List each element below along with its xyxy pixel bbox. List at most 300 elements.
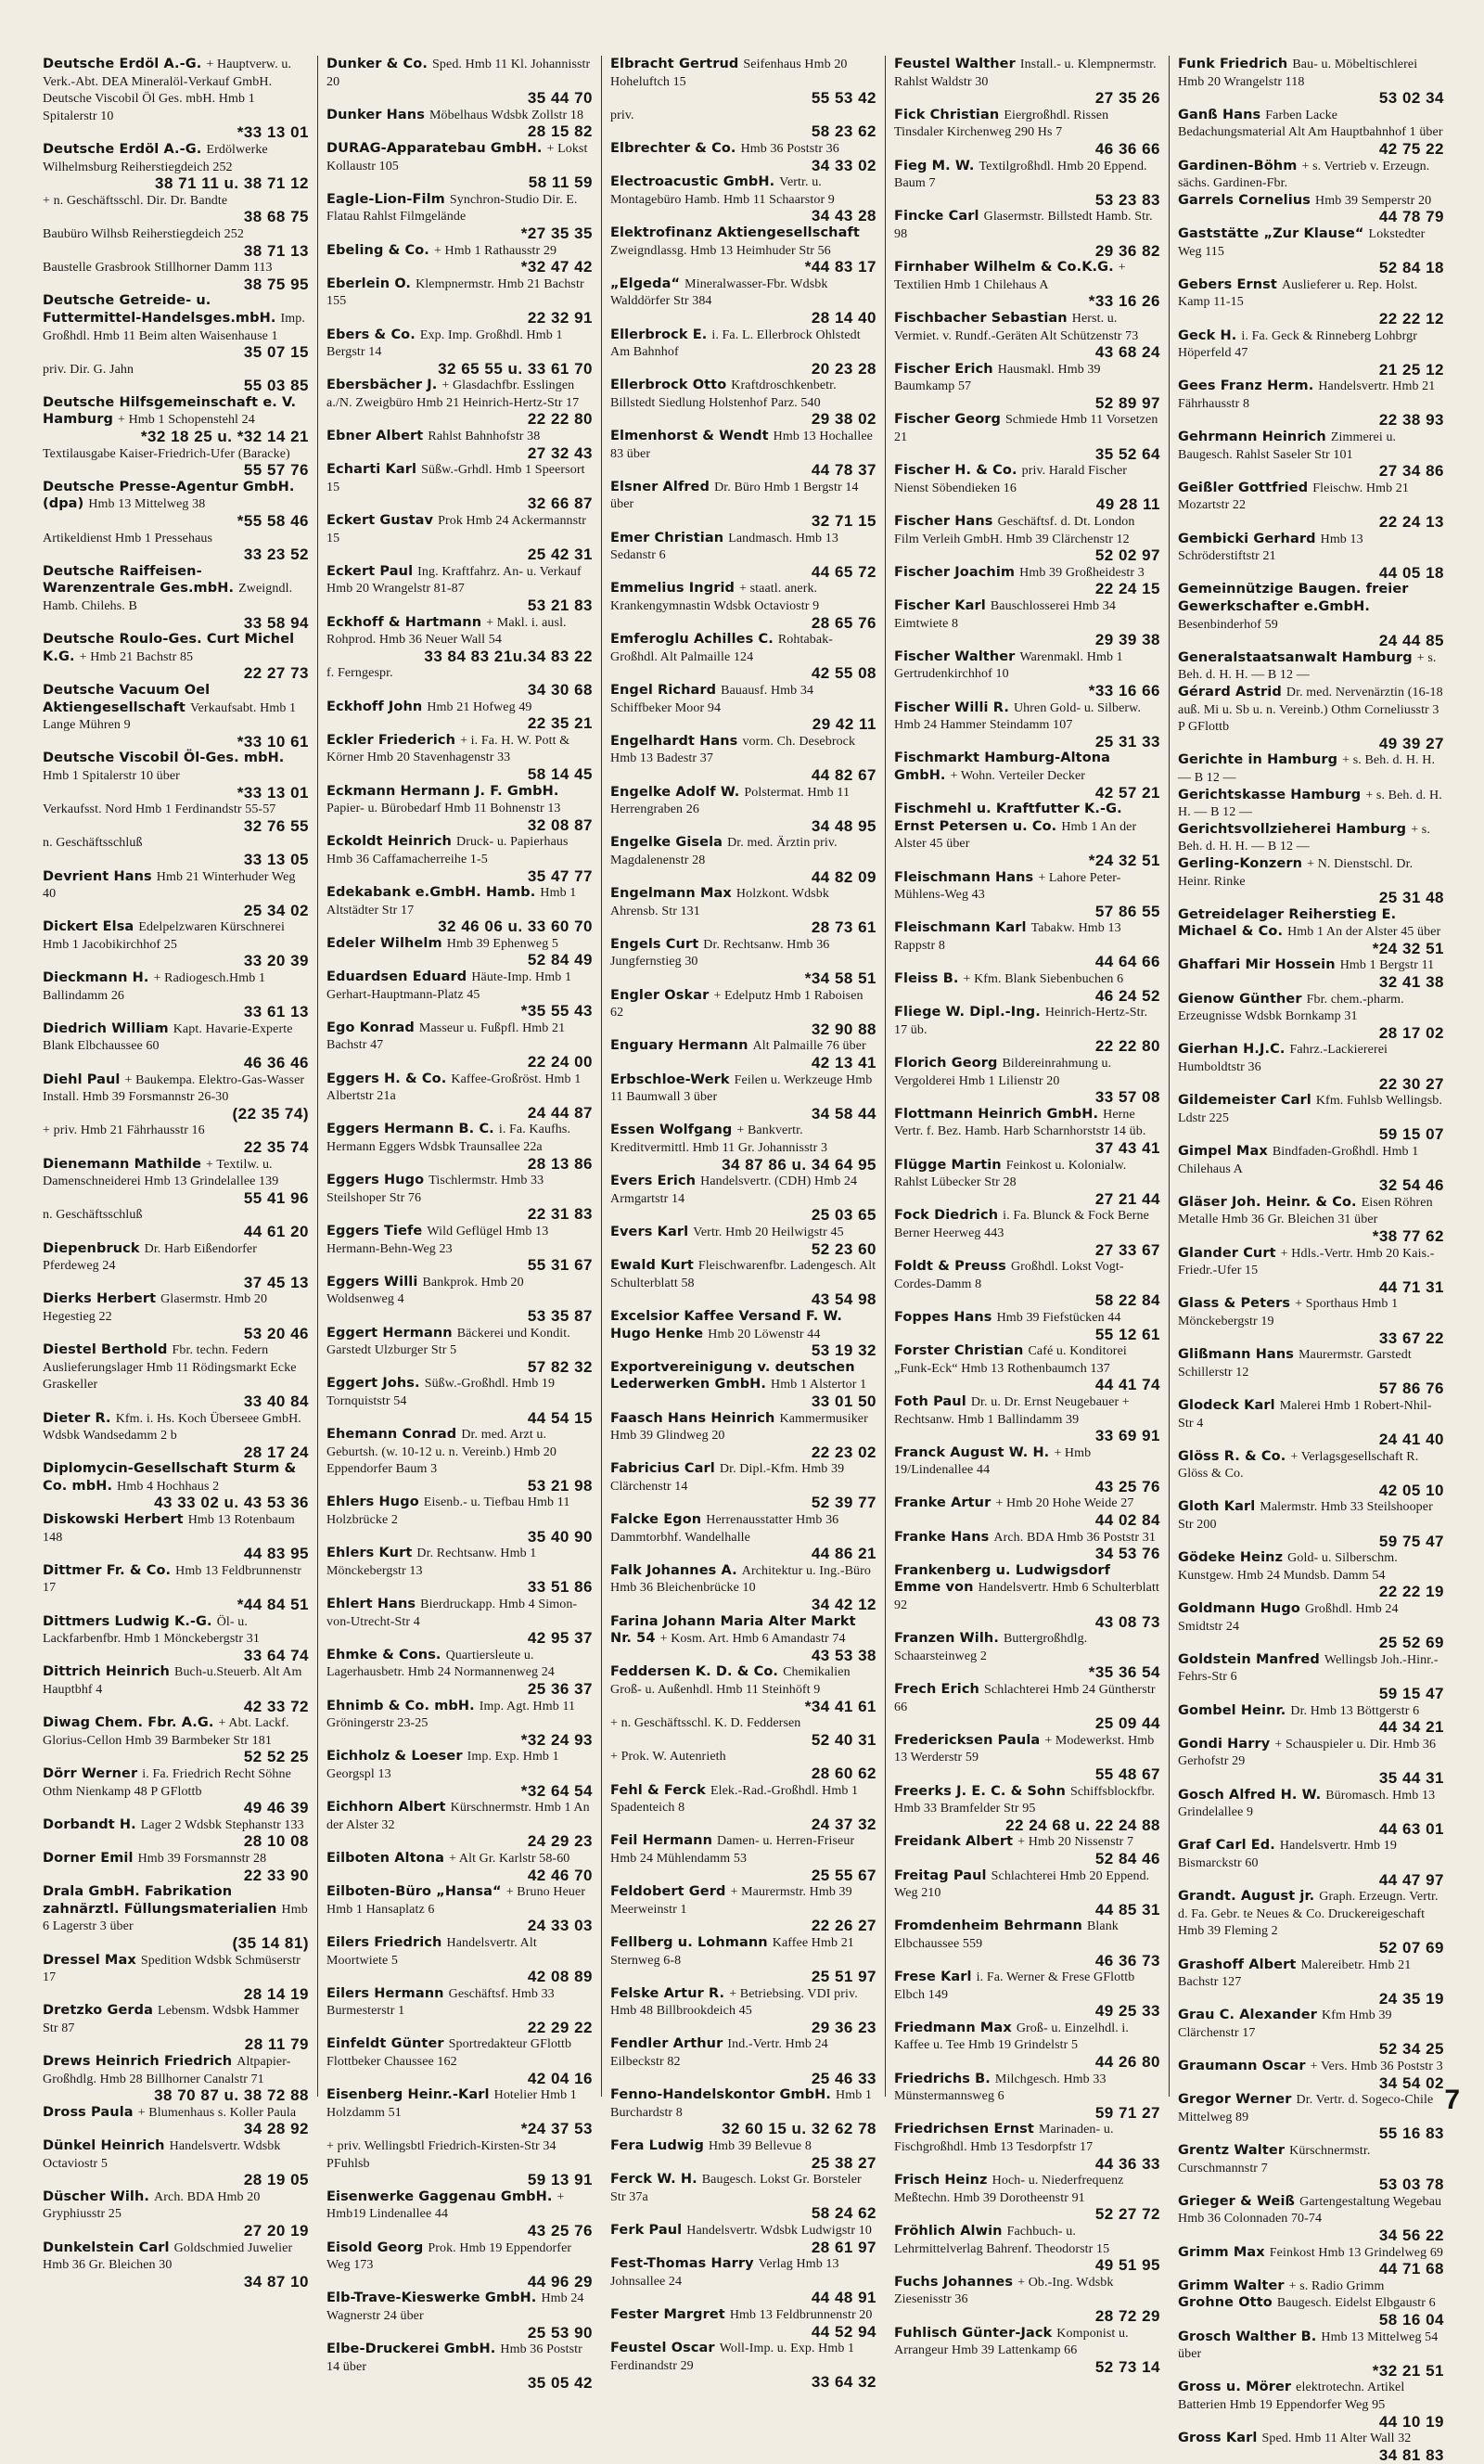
entry-phone: 52 84 49 <box>527 951 593 969</box>
entry-description: + Blumenhaus s. Koller Paula <box>137 2105 297 2120</box>
entry-name: Eilers Hermann <box>326 1985 444 2001</box>
directory-entry <box>43 750 309 801</box>
directory-entry <box>43 479 309 530</box>
entry-phone: 35 47 77 <box>527 866 593 885</box>
entry-phone: 28 17 24 <box>243 1443 309 1461</box>
directory-entry <box>610 733 876 784</box>
directory-column <box>1169 56 1452 2464</box>
entry-name: Eckoldt Heinrich <box>326 834 452 850</box>
directory-entry <box>43 2239 309 2291</box>
entry-description: Hmb 13 Feldbrunnenstr 17 <box>43 1563 302 1596</box>
entry-phone: 38 68 75 <box>243 208 309 226</box>
directory-entry <box>43 192 309 225</box>
entry-name: Diwag Chem. Fbr. A.G. <box>43 1715 214 1731</box>
directory-entry <box>894 1630 1160 1681</box>
entry-phone: 32 71 15 <box>811 512 876 531</box>
entry-phone: 35 44 70 <box>527 89 593 108</box>
directory-entry <box>1178 821 1444 855</box>
entry-name: Engelmann Max <box>610 886 732 902</box>
directory-entry <box>894 158 1160 209</box>
directory-entry <box>326 1223 593 1274</box>
entry-name: Fabricius Carl <box>610 1461 715 1477</box>
entry-description: Hmb 24 Wagnerstr 24 über <box>326 2291 584 2323</box>
entry-phone: 38 71 11 u. 38 71 12 <box>155 174 309 193</box>
entry-phone: 22 24 00 <box>527 1053 593 1072</box>
entry-description: Ind.-Vertr. Hmb 24 Eilbeckstr 82 <box>610 2037 828 2070</box>
entry-name: Friedrichs B. <box>894 2071 991 2086</box>
entry-phone: 34 58 44 <box>811 1104 876 1123</box>
entry-name: Fleischmann Hans <box>894 869 1034 885</box>
entry-description: Fbr. techn. Federn Auslieferungslager Hmb 11 Rödingsmarkt Ecke Graskeller <box>43 1343 297 1392</box>
directory-entry <box>326 2188 593 2239</box>
directory-entry <box>1178 531 1444 582</box>
directory-entry <box>894 411 1160 462</box>
directory-entry <box>894 801 1160 868</box>
entry-phone: 58 22 84 <box>1094 1291 1160 1310</box>
entry-phone: 52 39 77 <box>811 1494 876 1512</box>
directory-column <box>43 56 317 2291</box>
entry-phone: 49 46 39 <box>243 1799 309 1817</box>
entry-description: Hmb 39 Großheidestr 3 <box>1019 565 1145 580</box>
entry-description: Malereibetr. Hmb 21 Bachstr 127 <box>1178 1957 1412 1990</box>
entry-name: Diedrich William <box>43 1020 169 1036</box>
entry-description: Kürschnermstr. Curschmannstr 7 <box>1178 2144 1371 2175</box>
entry-phone: 25 46 33 <box>811 2069 876 2087</box>
directory-entry <box>1178 1397 1444 1448</box>
entry-phone: 44 48 91 <box>811 2289 876 2307</box>
entry-description: Fahrz.-Lackiererei Humboldtstr 36 <box>1178 1043 1388 1075</box>
directory-entry <box>894 919 1160 970</box>
directory-entry <box>894 2172 1160 2223</box>
directory-entry <box>43 2002 309 2053</box>
entry-name: Gödeke Heinz <box>1178 1550 1284 1566</box>
entry-description: + Hmb 20 Hohe Weide 27 <box>995 1496 1134 1511</box>
directory-entry <box>610 1511 876 1562</box>
entry-description: Uhren Gold- u. Silberw. Hmb 24 Hammer Steindamm 107 <box>894 700 1142 733</box>
entry-name: Deutsche Raiffeisen-Warenzentrale Ges.mbH. <box>43 563 235 597</box>
entry-description: + Bankvertr. Kreditvermittl. Hmb 11 Gr. Johannisstr 3 <box>610 1123 828 1155</box>
entry-description: Wild Geflügel Hmb 13 Hermann-Behn-Weg 23 <box>326 1224 549 1256</box>
entry-phone: (22 35 74) <box>232 1104 309 1123</box>
directory-entry <box>326 327 593 378</box>
directory-entry <box>1178 2193 1444 2244</box>
entry-name: Gembicki Gerhard <box>1178 531 1316 546</box>
entry-description: Buttergroßhdlg. Schaarsteinweg 2 <box>894 1632 1088 1663</box>
directory-entry <box>43 1240 309 1291</box>
entry-description: Seifenhaus Hmb 20 Hoheluftch 15 <box>610 58 848 89</box>
entry-description: + Betriebsing. VDI priv. Hmb 48 Billbrookdeich 45 <box>610 1986 858 2019</box>
directory-entry <box>610 885 876 936</box>
entry-name: Engelhardt Hans <box>610 733 738 749</box>
directory-entry <box>610 2255 876 2306</box>
directory-entry <box>1178 276 1444 327</box>
directory-entry <box>43 1206 309 1239</box>
entry-description: + Vers. Hmb 36 Poststr 3 <box>1310 2060 1443 2074</box>
directory-entry <box>610 936 876 987</box>
entry-description: + n. Geschäftsschl. K. D. Feddersen <box>610 1716 801 1731</box>
directory-entry <box>43 868 309 919</box>
directory-entry <box>610 107 876 140</box>
entry-phone: 42 55 08 <box>811 664 876 683</box>
entry-phone: 53 20 46 <box>243 1324 309 1342</box>
entry-description: Dr. u. Dr. Ernst Neugebauer + Rechtsanw. Hmb 1 Ballindamm 39 <box>894 1394 1130 1427</box>
entry-description: + i. Fa. H. W. Pott & Körner Hmb 20 Stavenhagenstr 33 <box>326 733 570 765</box>
entry-description: Install.- u. Klempnermstr. Rahlst Waldstr 30 <box>894 58 1157 89</box>
entry-name: Getreidelager Reiherstieg E. Michael & Co. <box>1178 906 1397 940</box>
entry-phone: 33 67 22 <box>1378 1328 1444 1347</box>
entry-name: Emmelius Ingrid <box>610 581 735 597</box>
entry-phone: 22 31 83 <box>527 1205 593 1224</box>
entry-phone: 52 07 69 <box>1378 1938 1444 1957</box>
directory-entry <box>326 783 593 834</box>
entry-name: Frankenberg u. Ludwigsdorf Emme von <box>894 1562 1111 1596</box>
directory-entry <box>43 2137 309 2188</box>
directory-entry <box>610 580 876 631</box>
directory-entry <box>43 1511 309 1562</box>
entry-name: Fischmehl u. Kraftfutter K.-G. Ernst Petersen u. Co. <box>894 802 1122 834</box>
entry-phone: 44 86 21 <box>811 1545 876 1563</box>
entry-name: Diehl Paul <box>43 1072 121 1087</box>
directory-entry <box>1178 56 1444 107</box>
entry-description: Handelsvertr. Hmb 19 Bismarckstr 60 <box>1178 1839 1397 1870</box>
entry-description: Handelsvertr. Hmb 21 Fährhausstr 8 <box>1178 379 1436 411</box>
directory-entry <box>894 1004 1160 1055</box>
entry-name: Elektrofinanz Aktiengesellschaft <box>610 225 860 240</box>
entry-name: Feustel Oscar <box>610 2341 715 2356</box>
entry-name: Gebers Ernst <box>1178 276 1277 292</box>
directory-entry <box>610 1934 876 1985</box>
entry-name: Gläser Joh. Heinr. & Co. <box>1178 1194 1357 1210</box>
entry-phone: 22 38 93 <box>1378 411 1444 430</box>
directory-entry <box>894 1106 1160 1157</box>
entry-description: Baustelle Grasbrook Stillhorner Damm 113 <box>43 261 273 276</box>
entry-name: Elb-Trave-Kieswerke GmbH. <box>326 2291 537 2306</box>
entry-name: Graf Carl Ed. <box>1178 1838 1275 1854</box>
entry-phone: 44 54 15 <box>527 1408 593 1427</box>
entry-phone: 25 38 27 <box>811 2153 876 2172</box>
entry-description: + Makl. i. ausl. Rohprod. Hmb 36 Neuer Wall 54 <box>326 615 567 648</box>
entry-description: Sped. Hmb 11 Alter Wall 32 <box>1261 2432 1412 2446</box>
entry-description: Imp. Exp. Hmb 1 Georgspl 13 <box>326 1750 559 1781</box>
directory-entry <box>43 1714 309 1765</box>
entry-phone: 43 08 73 <box>1094 1612 1160 1631</box>
entry-description: Rahlst Bahnhofstr 38 <box>428 430 541 444</box>
entry-description: + Kfm. Blank Siebenbuchen 6 <box>963 972 1124 987</box>
entry-phone: *33 10 61 <box>237 732 309 751</box>
directory-entry <box>894 1157 1160 1208</box>
entry-description: Dr. Vertr. d. Sogeco-Chile Mittelweg 89 <box>1178 2093 1434 2124</box>
entry-name: Dross Paula <box>43 2104 134 2120</box>
entry-description: Verkaufsst. Nord Hmb 1 Ferdinandstr 55-57 <box>43 802 276 817</box>
entry-description: Handelsvertr. Alt Moortwiete 5 <box>326 1935 537 1968</box>
directory-entry <box>610 1460 876 1511</box>
entry-name: Gloth Karl <box>1178 1499 1256 1515</box>
directory-entry <box>43 1072 309 1123</box>
entry-name: Franck August W. H. <box>894 1444 1050 1460</box>
entry-phone: 24 41 40 <box>1378 1431 1444 1449</box>
entry-description: Café u. Konditorei „Funk-Eck“ Hmb 13 Rothenbaumch 137 <box>894 1344 1127 1376</box>
entry-name: Glißmann Hans <box>1178 1347 1295 1363</box>
entry-description: Wellingsb Joh.-Hinr.-Fehrs-Str 6 <box>1178 1652 1439 1685</box>
entry-phone: 44 78 37 <box>811 461 876 480</box>
entry-phone: 24 33 03 <box>527 1917 593 1935</box>
entry-phone: *35 36 54 <box>1088 1663 1160 1682</box>
directory-entry <box>894 564 1160 597</box>
entry-description: Landmasch. Hmb 13 Sedanstr 6 <box>610 531 838 563</box>
directory-entry <box>894 699 1160 751</box>
entry-name: Felske Artur R. <box>610 1985 725 2001</box>
entry-description: Maurermstr. Garstedt Schillerstr 12 <box>1178 1348 1412 1380</box>
entry-description: Hmb 20 Löwenstr 44 <box>708 1327 821 1341</box>
entry-phone: 49 51 95 <box>1094 2256 1160 2275</box>
entry-phone: 55 31 67 <box>527 1256 593 1275</box>
entry-name: Dieckmann H. <box>43 970 149 986</box>
entry-description: + s. Vertrieb v. Erzeugn. sächs. Gardinen-Fbr. <box>1178 159 1430 191</box>
entry-phone: 22 29 22 <box>527 2018 593 2036</box>
entry-phone: 59 15 07 <box>1378 1125 1444 1144</box>
entry-description: Arch. BDA Hmb 20 Gryphiusstr 25 <box>43 2189 261 2222</box>
entry-name: Diskowski Herbert <box>43 1512 184 1528</box>
entry-phone: 55 03 85 <box>243 377 309 395</box>
directory-entry <box>894 1207 1160 1258</box>
entry-name: Gross u. Mörer <box>1178 2380 1292 2395</box>
directory-entry <box>1178 1245 1444 1296</box>
entry-name: Diepenbruck <box>43 1240 140 1256</box>
entry-phone: 57 86 76 <box>1378 1380 1444 1398</box>
entry-phone: 32 08 87 <box>527 815 593 834</box>
entry-description: Erdölwerke Wilhelmsburg Reiherstiegdeich 252 <box>43 142 268 174</box>
entry-phone: 34 42 12 <box>811 1596 876 1614</box>
directory-entry <box>894 1867 1160 1919</box>
entry-name: Dressel Max <box>43 1952 136 1968</box>
entry-description: Schlachterei Hmb 20 Eppend. Weg 210 <box>894 1868 1150 1901</box>
entry-name: Eberlein O. <box>326 276 412 291</box>
entry-description: f. Ferngespr. <box>326 666 393 681</box>
directory-entry <box>43 1952 309 2003</box>
entry-description: Dr. med. Nervenärztin (16-18 auß. Mi u. Sb u. n. Vereinb.) Othm Corneliusstr 3 P GFlottb <box>1178 685 1443 735</box>
entry-phone: 25 31 33 <box>1094 732 1160 751</box>
entry-phone: 22 24 68 u. 22 24 88 <box>1005 1816 1160 1834</box>
entry-phone: 38 70 87 u. 38 72 88 <box>154 2086 309 2105</box>
entry-description: Malerei Hmb 1 Robert-Nhil-Str 4 <box>1178 1398 1432 1431</box>
entry-phone: 34 81 83 <box>1378 2445 1444 2464</box>
entry-phone: 25 09 44 <box>1094 1714 1160 1733</box>
entry-phone: *55 58 46 <box>237 512 309 531</box>
directory-entry <box>1178 480 1444 531</box>
directory-entry <box>326 512 593 563</box>
entry-phone: 28 13 86 <box>527 1154 593 1173</box>
entry-name: Ehlers Hugo <box>326 1495 419 1510</box>
entry-name: Elbe-Druckerei GmbH. <box>326 2342 496 2357</box>
entry-description: Handelsvertr. Hmb 6 Schulterblatt 92 <box>894 1581 1159 1613</box>
entry-description: Elek.-Rad.-Großhdl. Hmb 1 Spadenteich 8 <box>610 1783 859 1816</box>
entry-name: Deutsche Vacuum Oel Aktiengesellschaft <box>43 682 211 715</box>
directory-entry <box>610 173 876 225</box>
entry-description: Imp. Agt. Hmb 11 Gröningerstr 23-25 <box>326 1699 576 1731</box>
directory-entry <box>1178 1295 1444 1346</box>
entry-description: + Hauptverw. u. Verk.-Abt. DEA Mineralöl-Verkauf GmbH. Deutsche Viscobil Öl Ges. mbH. Hmb 1 Spitalerstr 10 <box>43 58 292 123</box>
entry-name: Eagle-Lion-Film <box>326 191 445 207</box>
entry-name: Deutsche Roulo-Ges. Curt Michel K.G. <box>43 632 295 664</box>
directory-entry <box>326 276 593 327</box>
entry-phone: 28 14 40 <box>811 308 876 327</box>
directory-entry <box>610 1985 876 2036</box>
directory-entry <box>610 327 876 378</box>
entry-description: Malermstr. Hmb 33 Steilshooper Str 200 <box>1178 1500 1433 1533</box>
entry-description: Druck- u. Papierhaus Hmb 36 Caffamacherreihe 1-5 <box>326 835 569 866</box>
entry-phone: 44 64 66 <box>1094 953 1160 971</box>
entry-phone: 44 10 19 <box>1378 2412 1444 2431</box>
directory-entry <box>326 140 593 191</box>
entry-phone: 27 32 43 <box>527 443 593 462</box>
entry-phone: 33 84 83 21u.34 83 22 <box>424 647 593 665</box>
entry-phone: 33 69 91 <box>1094 1427 1160 1445</box>
entry-description: priv. Dir. G. Jahn <box>43 362 134 377</box>
entry-name: Firnhaber Wilhelm & Co.K.G. <box>894 260 1114 276</box>
entry-phone: *32 64 54 <box>520 1781 593 1800</box>
directory-entry <box>894 2325 1160 2376</box>
entry-name: Evers Erich <box>610 1174 697 1189</box>
entry-description: Süßw.-Grhdl. Hmb 1 Speersort 15 <box>326 463 585 494</box>
entry-description: Dr. Rechtsanw. Hmb 36 Jungfernstieg 30 <box>610 937 830 969</box>
directory-entry <box>894 259 1160 310</box>
entry-description: Schlachterei Hmb 24 Güntherstr 66 <box>894 1683 1156 1714</box>
entry-phone: 28 60 62 <box>811 1764 876 1782</box>
entry-description: Handelsvertr. Wdsbk Octaviostr 5 <box>43 2139 281 2171</box>
entry-description: Dr. Harb Eißendorfer Pferdeweg 24 <box>43 1241 257 1274</box>
entry-name: Düscher Wilh. <box>43 2188 150 2204</box>
entry-phone: 28 17 02 <box>1378 1023 1444 1042</box>
directory-entry <box>326 1698 593 1749</box>
directory-entry <box>894 513 1160 564</box>
entry-description: Hmb 36 Poststr 36 <box>740 141 839 156</box>
entry-phone: 33 13 05 <box>243 850 309 868</box>
entry-phone: 49 28 11 <box>1095 495 1160 514</box>
directory-entry <box>1178 2244 1444 2278</box>
directory-entry <box>610 530 876 581</box>
entry-phone: 22 23 02 <box>811 1443 876 1461</box>
entry-name: Dunker & Co. <box>326 57 428 71</box>
entry-description: Hmb 13 Rotenbaum 148 <box>43 1513 295 1545</box>
directory-entry <box>1178 107 1444 158</box>
directory-entry <box>894 750 1160 801</box>
entry-description: Großhdl. Hmb 24 Smidtstr 24 <box>1178 1602 1399 1634</box>
directory-entry <box>1178 2007 1444 2058</box>
directory-entry <box>326 884 593 935</box>
entry-name: Fleischmann Karl <box>894 920 1027 936</box>
entry-description: Hmb 39 Bellevue 8 <box>708 2139 812 2154</box>
entry-phone: 28 65 76 <box>811 613 876 632</box>
directory-entry <box>1178 2329 1444 2380</box>
entry-phone: 55 57 76 <box>243 461 309 480</box>
entry-description: + Hmb 19/Lindenallee 44 <box>894 1445 1092 1478</box>
entry-description: Hmb 1 Spitalerstr 10 über <box>43 768 180 783</box>
directory-entry <box>894 1529 1160 1562</box>
entry-description: i. Fa. Geck & Rinneberg Lohbrgr Höperfeld 47 <box>1178 328 1418 361</box>
directory-entry <box>894 56 1160 107</box>
entry-phone: 32 54 46 <box>1378 1176 1444 1195</box>
entry-name: Fischer Karl <box>894 598 986 613</box>
entry-name: Fischer Joachim <box>894 564 1016 580</box>
entry-phone: 34 87 10 <box>243 2272 309 2291</box>
directory-entry <box>326 242 593 276</box>
entry-name: Generalstaatsanwalt Hamburg <box>1178 649 1413 665</box>
entry-name: Ehlers Kurt <box>326 1546 413 1561</box>
entry-description: Schmiede Hmb 11 Vorsetzen 21 <box>894 413 1158 445</box>
directory-entry <box>326 1325 593 1376</box>
entry-phone: 42 08 89 <box>527 1968 593 1986</box>
entry-name: Ebner Albert <box>326 429 424 444</box>
directory-entry <box>43 394 309 445</box>
entry-phone: 46 36 66 <box>1094 139 1160 158</box>
directory-entry <box>43 56 309 141</box>
entry-name: Deutsche Erdöl A.-G. <box>43 57 202 71</box>
entry-phone: 59 75 47 <box>1378 1532 1444 1550</box>
entry-description: Textilausgabe Kaiser-Friedrich-Ufer (Baracke) <box>43 446 290 461</box>
entry-description: Besenbinderhof 59 <box>1178 617 1278 632</box>
entry-phone: 52 89 97 <box>1094 393 1160 412</box>
entry-name: Ebeling & Co. <box>326 242 429 258</box>
entry-phone: 55 53 42 <box>811 89 876 108</box>
entry-description: Hmb 36 Poststr 14 über <box>326 2342 582 2374</box>
entry-phone: 44 71 31 <box>1378 1277 1444 1296</box>
entry-description: Möbelhaus Wdsbk Zollstr 18 <box>429 108 584 122</box>
directory-entry <box>326 1850 593 1883</box>
directory-entry <box>610 1562 876 1613</box>
entry-phone: 44 34 21 <box>1378 1718 1444 1737</box>
entry-name: Ferk Paul <box>610 2223 683 2238</box>
entry-name: Fischer H. & Co. <box>894 463 1017 479</box>
entry-description: + N. Dienstschl. Dr. Heinr. Rinke <box>1178 856 1414 889</box>
entry-description: Bankprok. Hmb 20 Woldsenweg 4 <box>326 1275 524 1307</box>
entry-description: Hmb 21 Winterhuder Weg 40 <box>43 869 296 902</box>
directory-entry <box>894 310 1160 361</box>
entry-description: Altpapier-Großhdlg. Hmb 28 Billhorner Canalstr 71 <box>43 2055 291 2086</box>
entry-name: Fieg M. W. <box>894 158 975 173</box>
directory-entry <box>326 2035 593 2086</box>
entry-description: + Textilien Hmb 1 Chilehaus A <box>894 261 1126 292</box>
entry-phone: *33 13 01 <box>237 783 309 802</box>
entry-description: + Textilw. u. Damenschneiderei Hmb 13 Grindelallee 139 <box>43 1157 279 1189</box>
entry-description: Hmb 1 Alstertor 1 <box>771 1378 867 1392</box>
entry-name: Ganß Hans <box>1178 107 1261 122</box>
entry-name: Fehl & Ferck <box>610 1782 706 1798</box>
entry-name: Foppes Hans <box>894 1309 992 1325</box>
entry-name: Eckert Gustav <box>326 513 434 529</box>
entry-name: Gaststätte „Zur Klause“ <box>1178 225 1364 241</box>
directory-entry <box>1178 751 1444 786</box>
entry-name: Edeler Wilhelm <box>326 935 442 951</box>
entry-name: Grandt. August jr. <box>1178 1889 1315 1905</box>
directory-entry <box>43 801 309 834</box>
directory-entry <box>894 2223 1160 2274</box>
entry-phone: 32 66 87 <box>527 494 593 513</box>
entry-phone: 28 19 05 <box>243 2171 309 2189</box>
directory-columns <box>43 56 1452 2464</box>
entry-phone: 22 32 91 <box>527 308 593 327</box>
entry-description: i. Fa. Friedrich Recht Söhne Othm Nienkamp 48 P GFlottb <box>43 1766 291 1799</box>
directory-entry <box>43 1122 309 1155</box>
entry-phone: *35 55 43 <box>520 1002 593 1020</box>
directory-entry <box>43 1410 309 1461</box>
entry-description: Alt Palmaille 76 über <box>752 1039 866 1054</box>
entry-description: Kapt. Havarie-Experte Blank Elbchaussee 60 <box>43 1021 293 1054</box>
entry-description: i. Fa. L. Ellerbrock Ohlstedt Am Bahnhof <box>610 327 861 360</box>
entry-description: Papier- u. Bürobedarf Hmb 11 Bohnenstr 13 <box>326 802 561 816</box>
entry-name: Fest-Thomas Harry <box>610 2256 754 2272</box>
entry-description: priv. Harald Fischer Nienst Söbendieken 16 <box>894 464 1128 495</box>
entry-description: Arch. BDA Hmb 36 Poststr 31 <box>993 1530 1156 1545</box>
